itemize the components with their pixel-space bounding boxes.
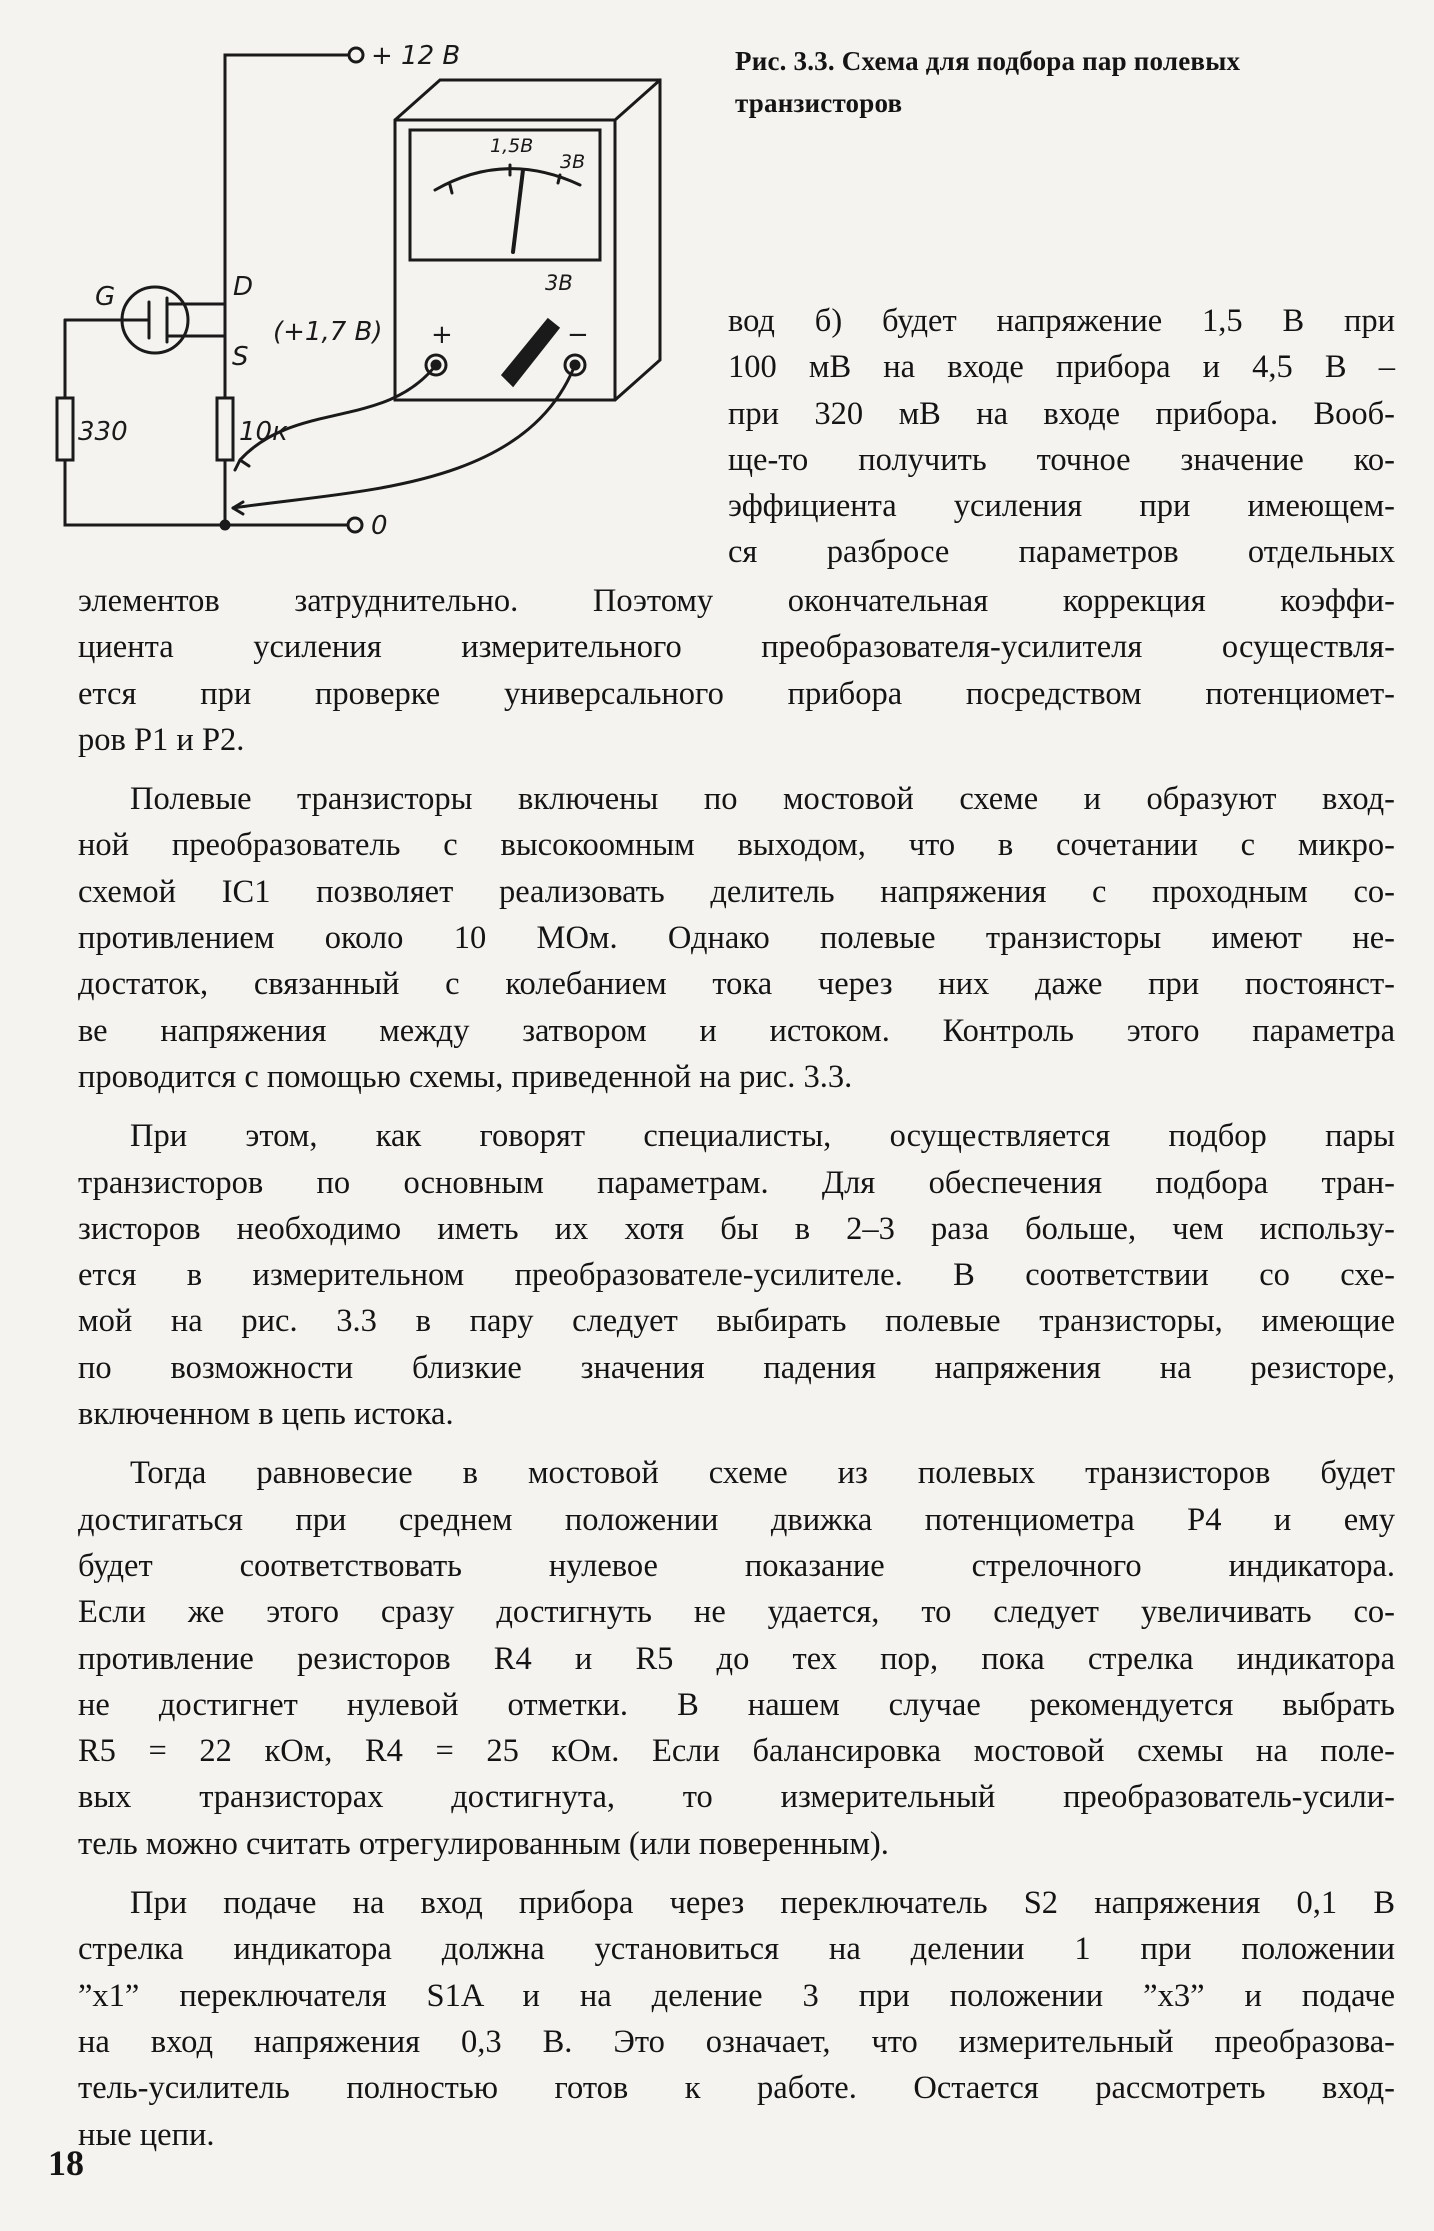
text-line: вых транзисторах достигнута, то измерительный преобразователь-усили- [78, 1779, 1395, 1816]
minus-label: − [567, 320, 589, 350]
text-line: тель можно считать отрегулированным (или поверенным). [78, 1825, 889, 1862]
text-line: будет соответствовать нулевое показание стрелочного индикатора. [78, 1547, 1395, 1584]
text-line: Если же этого сразу достигнуть не удается, то следует увеличивать со- [78, 1594, 1395, 1631]
text-line: При этом, как говорят специалисты, осуществляется подбор пары [130, 1118, 1395, 1155]
ground-terminal [348, 518, 362, 532]
range-label: 3В [545, 271, 573, 295]
gate-label: G [95, 282, 116, 312]
text-line: ”x1” переключателя S1A и на деление 3 при положении ”x3” и подаче [78, 1977, 1395, 2014]
text-line: транзисторов по основным параметрам. Для обеспечения подбора тран- [78, 1164, 1395, 1201]
resistor-330 [57, 398, 73, 460]
paragraph-1 [78, 578, 1395, 763]
text-line: по возможности близкие значения падения напряжения на резисторе, [78, 1349, 1395, 1386]
paragraph-3 [78, 1113, 1395, 1437]
text-line: включенном в цепь истока. [78, 1396, 454, 1433]
meter-range-knob [503, 320, 558, 385]
meter-needle [513, 170, 523, 252]
supply-label: + 12 В [371, 41, 461, 71]
text-line: ные цепи. [78, 2116, 215, 2153]
text-line: Полевые транзисторы включены по мостовой схеме и образуют вход- [130, 781, 1395, 818]
text-line: ве напряжения между затвором и истоком. Контроль этого параметра [78, 1012, 1395, 1049]
text-line: схемой IC1 позволяет реализовать делитель напряжения с проходным со- [78, 873, 1395, 910]
ground-label: 0 [371, 511, 388, 541]
text-line: эффициента усиления при имеющем- [728, 488, 1395, 525]
scale-mid-label: 1,5В [490, 135, 534, 157]
text-line: мой на рис. 3.3 в пару следует выбирать полевые транзисторы, имеющие [78, 1303, 1395, 1340]
text-line: циента усиления измерительного преобразователя-усилителя осуществля- [78, 629, 1395, 666]
text-line: ной преобразователь с высокоомным выходом, что в сочетании с микро- [78, 827, 1395, 864]
text-line: элементов затруднительно. Поэтому окончательная коррекция коэффи- [78, 583, 1395, 619]
resistor-330-label: 330 [78, 417, 128, 447]
text-line: достигаться при среднем положении движка потенциометра P4 и ему [78, 1501, 1395, 1538]
text-line: противлением около 10 МОм. Однако полевые транзисторы имеют не- [78, 920, 1395, 957]
text-line: ще-то получить точное значение ко- [728, 441, 1395, 478]
text-line: 100 мВ на входе прибора и 4,5 В – [728, 349, 1395, 386]
paragraph-4 [78, 1450, 1395, 1867]
text-line: на вход напряжения 0,3 В. Это означает, что измерительный преобразова- [78, 2023, 1395, 2060]
plus-label: + [431, 320, 453, 350]
drain-label: D [233, 272, 254, 302]
figure-caption: Рис. 3.3. Схема для подбора пар полевых транзисторов [735, 46, 1241, 118]
text-line: зисторов необходимо иметь их хотя бы в 2–3 раза больше, чем использу- [78, 1210, 1395, 1247]
text-line: ров P1 и P2. [78, 721, 245, 758]
text-line: ся разбросе параметров отдельных [728, 534, 1395, 571]
text-line: ется при проверке универсального прибора посредством потенциомет- [78, 675, 1395, 712]
circuit-diagram [55, 20, 695, 550]
resistor-10k [217, 398, 233, 460]
text-line: При подаче на вход прибора через переключатель S2 напряжения 0,1 В [130, 1885, 1395, 1922]
page-number: 18 [48, 2143, 84, 2183]
text-line: R5 = 22 кОм, R4 = 25 кОм. Если балансировка мостовой схемы на поле- [78, 1733, 1395, 1770]
source-label: S [232, 342, 249, 372]
text-line: проводится с помощью схемы, приведенной на рис. 3.3. [78, 1058, 853, 1095]
text-line: ется в измерительном преобразователе-усилителе. В соответствии со схе- [78, 1257, 1395, 1294]
scale-max-label: 3В [560, 151, 586, 173]
paragraph-5 [78, 1880, 1395, 2158]
text-line: достаток, связанный с колебанием тока через них даже при постоянст- [78, 966, 1395, 1003]
text-line: тель-усилитель полностью готов к работе. Остается рассмотреть вход- [78, 2070, 1395, 2107]
body-text [78, 578, 1395, 2158]
text-line: вод б) будет напряжение 1,5 В при [728, 303, 1395, 339]
text-line: при 320 мВ на входе прибора. Вооб- [728, 395, 1395, 432]
source-voltage-label: (+1,7 В) [273, 317, 383, 347]
supply-terminal [349, 48, 363, 62]
resistor-10k-label: 10к [239, 417, 288, 447]
text-line: не достигнет нулевой отметки. В нашем случае рекомендуется выбрать [78, 1686, 1395, 1723]
text-line: Тогда равновесие в мостовой схеме из полевых транзисторов будет [130, 1455, 1395, 1492]
wrapped-paragraph [728, 298, 1395, 576]
text-line: стрелка индикатора должна установиться на делении 1 при положении [78, 1931, 1395, 1968]
paragraph-2 [78, 776, 1395, 1100]
text-line: противление резисторов R4 и R5 до тех пор, пока стрелка индикатора [78, 1640, 1395, 1677]
